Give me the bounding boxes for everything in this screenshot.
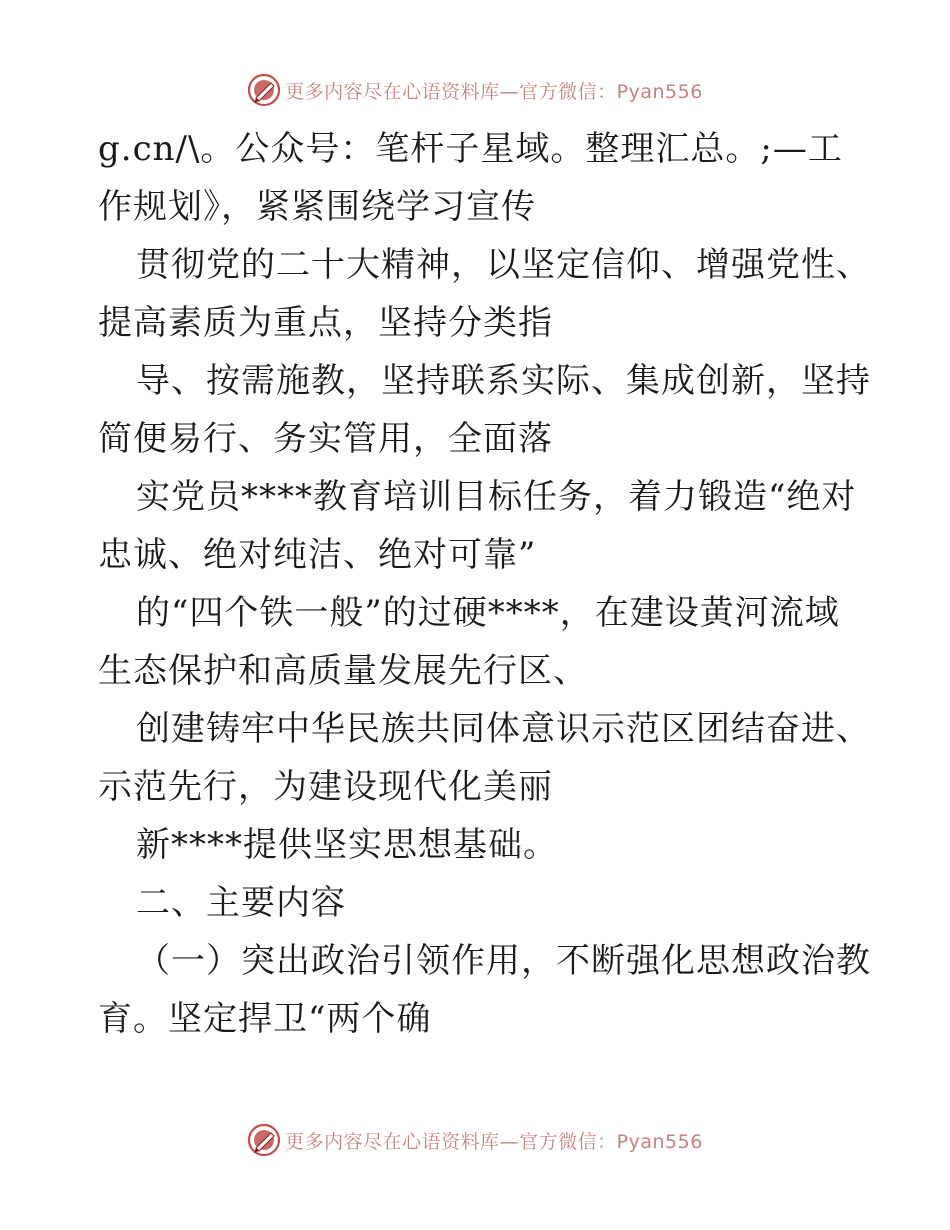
watermark-text: 更多内容尽在心语资料库—官方微信：Pyan556 bbox=[285, 1130, 703, 1153]
header-watermark-banner bbox=[0, 70, 950, 110]
text-line: 生态保护和高质量发展先行区、 bbox=[98, 651, 588, 691]
text-line: 忠诚、绝对纯洁、绝对可靠” bbox=[98, 535, 537, 575]
watermark-text: 更多内容尽在心语资料库—官方微信：Pyan556 bbox=[285, 80, 703, 103]
text-line: g.cn/\。公众号：笔杆子星域。整理汇总。;—工 bbox=[98, 129, 843, 169]
text-line: 实党员****教育培训目标任务，着力锻造“绝对 bbox=[136, 477, 857, 517]
text-line: 育。坚定捍卫“两个确 bbox=[98, 999, 432, 1039]
text-line: 导、按需施教，坚持联系实际、集成创新，坚持 bbox=[136, 361, 871, 401]
text-line: （一）突出政治引领作用，不断强化思想政治教 bbox=[136, 941, 871, 981]
text-line: 作规划》，紧紧围绕学习宣传 bbox=[98, 187, 536, 227]
text-line: 贯彻党的二十大精神，以坚定信仰、增强党性、 bbox=[136, 245, 871, 285]
text-line: 的“四个铁一般”的过硬****，在建设黄河流域 bbox=[136, 593, 840, 633]
pen-logo-icon bbox=[247, 1123, 281, 1157]
text-line: 新****提供坚实思想基础。 bbox=[136, 825, 558, 865]
text-line: 创建铸牢中华民族共同体意识示范区团结奋进、 bbox=[136, 709, 871, 749]
section-heading: 二、主要内容 bbox=[136, 883, 346, 923]
footer-watermark-banner bbox=[0, 1120, 950, 1160]
text-line: 提高素质为重点，坚持分类指 bbox=[98, 303, 553, 343]
document-body bbox=[98, 120, 871, 1048]
pen-logo-icon bbox=[247, 73, 281, 107]
text-line: 示范先行，为建设现代化美丽 bbox=[98, 767, 553, 807]
text-line: 简便易行、务实管用，全面落 bbox=[98, 419, 553, 459]
